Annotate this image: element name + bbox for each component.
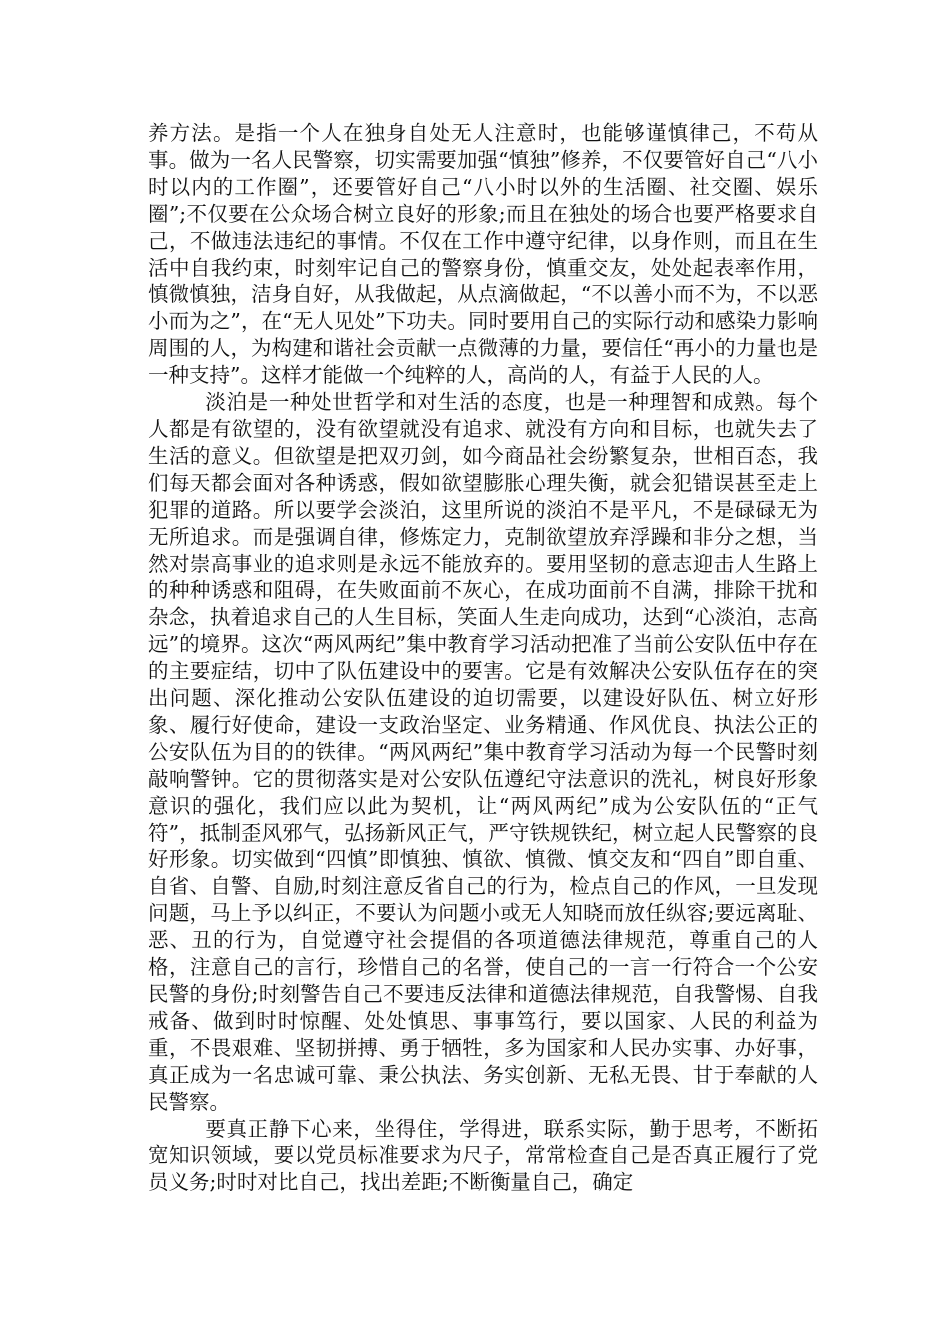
paragraph-3: 要真正静下心来，坐得住，学得进，联系实际，勤于思考，不断拓宽知识领域，要以党员标准要求为尺子，常常检查自己是否真正履行了党员义务;时时对比自己，找出差距;不断衡量自己，确定	[148, 1116, 818, 1195]
document-page	[148, 120, 818, 1196]
paragraph-1: 养方法。是指一个人在独身自处无人注意时，也能够谨慎律己，不苟从事。做为一名人民警察，切实需要加强“慎独”修养，不仅要管好自己“八小时以内的工作圈”，还要管好自己“八小时以外的生活圈、社交圈、娱乐圈”;不仅要在公众场合树立良好的形象;而且在独处的场合也要严格要求自己，不做违法违纪的事情。不仅在工作中遵守纪律，以身作则，而且在生活中自我约束，时刻牢记自己的警察身份，慎重交友，处处起表率作用，慎微慎独，洁身自好，从我做起，从点滴做起，“不以善小而不为，不以恶小而为之”，在“无人见处”下功夫。同时要用自己的实际行动和感染力影响周围的人，为构建和谐社会贡献一点微薄的力量，要信任“再小的力量也是一种支持”。这样才能做一个纯粹的人，高尚的人，有益于人民的人。	[148, 121, 818, 388]
paragraph-2: 淡泊是一种处世哲学和对生活的态度，也是一种理智和成熟。每个人都是有欲望的，没有欲望就没有追求、就没有方向和目标，也就失去了生活的意义。但欲望是把双刃剑，如今商品社会纷繁复杂，世相百态，我们每天都会面对各种诱惑，假如欲望膨胀心理失衡，就会犯错误甚至走上犯罪的道路。所以要学会淡泊，这里所说的淡泊不是平凡，不是碌碌无为无所追求。而是强调自律，修炼定力，克制欲望放弃浮躁和非分之想，当然对崇高事业的追求则是永远不能放弃的。要用坚韧的意志迎击人生路上的种种诱惑和阻碍，在失败面前不灰心，在成功面前不自满，排除干扰和杂念，执着追求自己的人生目标，笑面人生走向成功，达到“心淡泊，志高远”的境界。这次“两风两纪”集中教育学习活动把准了当前公安队伍中存在的主要症结，切中了队伍建设中的要害。它是有效解决公安队伍存在的突出问题、深化推动公安队伍建设的迫切需要，以建设好队伍、树立好形象、履行好使命，建设一支政治坚定、业务精通、作风优良、执法公正的公安队伍为目的的铁律。“两风两纪”集中教育学习活动为每一个民警时刻敲响警钟。它的贯彻落实是对公安队伍遵纪守法意识的洗礼，树良好形象意识的强化，我们应以此为契机，让“两风两纪”成为公安队伍的“正气符”，抵制歪风邪气，弘扬新风正气，严守铁规铁纪，树立起人民警察的良好形象。切实做到“四慎”即慎独、慎欲、慎微、慎交友和“四自”即自重、自省、自警、自励,时刻注意反省自己的行为，检点自己的作风，一旦发现问题，马上予以纠正，不要认为问题小或无人知晓而放任纵容;要远离耻、恶、丑的行为，自觉遵守社会提倡的各项道德法律规范，尊重自己的人格，注意自己的言行，珍惜自己的名誉，使自己的一言一行符合一个公安民警的身份;时刻警告自己不要违反法律和道德法律规范，自我警惕、自我戒备、做到时时惊醒、处处慎思、事事笃行，要以国家、人民的利益为重，不畏艰难、坚韧拼搏、勇于牺牲，多为国家和人民办实事、办好事，真正成为一名忠诚可靠、秉公执法、务实创新、无私无畏、甘于奉献的人民警察。	[148, 390, 818, 1114]
